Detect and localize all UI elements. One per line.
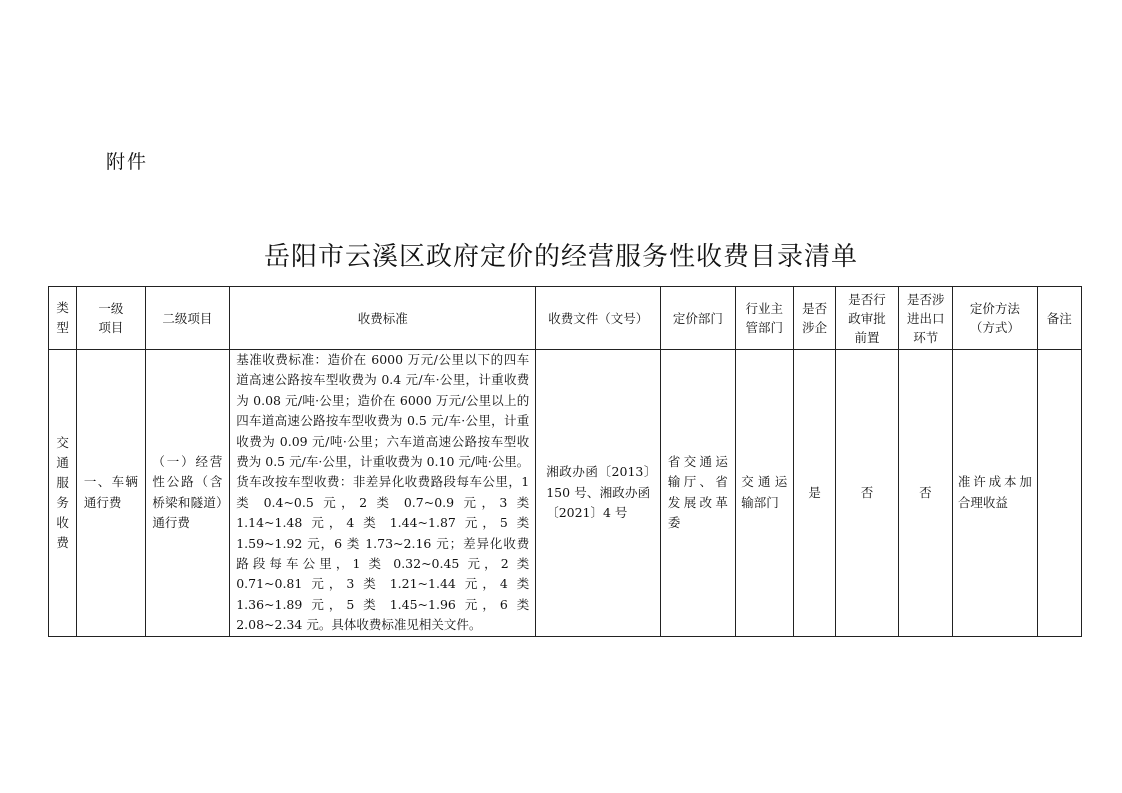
table-row: [49, 350, 1082, 637]
cell-industry-dept: 交通运输部门: [735, 350, 793, 637]
cell-category: 交通服务收费: [49, 350, 77, 637]
cell-level1: 一、车辆通行费: [77, 350, 145, 637]
attachment-label: 附件: [106, 151, 149, 173]
cell-standard: 基准收费标准：造价在 6000 万元/公里以下的四车道高速公路按车型收费为 0.4 元/车·公里，计重收费为 0.08 元/吨·公里；造价在 6000 万元/公里以上的四车道高速公路按车型收费为 0.5 元/车·公里，计重收费为 0.09 元/吨·公里；六车道高速公路按车型收费为 0.5 元/车·公里，计重收费为 0.10 元/吨·公里。货车改按车型收费：非差异化收费路段每车公里，1 类 0.4~0.5 元，2 类 0.7~0.9 元，3 类 1.14~1.48 元，4 类 1.44~1.87 元，5 类 1.59~1.92 元，6 类 1.73~2.16 元；差异化收费路段每车公里，1 类 0.32~0.45 元，2 类 0.71~0.81 元，3 类 1.21~1.44 元，4 类 1.36~1.89 元，5 类 1.45~1.96 元，6 类 2.08~2.34 元。具体收费标准见相关文件。: [230, 350, 536, 637]
header-document: 收费文件（文号）: [536, 287, 661, 350]
cell-admin-approval: 否: [836, 350, 898, 637]
header-pricing-dept: 定价部门: [661, 287, 736, 350]
cell-import-export: 否: [898, 350, 952, 637]
cell-level2: （一）经营性公路（含桥梁和隧道）通行费: [145, 350, 230, 637]
cell-pricing-dept: 省交通运输厅、省发展改革委: [661, 350, 736, 637]
table-header-row: [49, 287, 1082, 350]
header-pricing-method: 定价方法（方式）: [953, 287, 1038, 350]
header-level1: 一级项目: [77, 287, 145, 350]
header-industry-dept: 行业主管部门: [735, 287, 793, 350]
cell-remarks: [1037, 350, 1081, 637]
cell-involves-enterprise: 是: [794, 350, 836, 637]
document-title: 岳阳市云溪区政府定价的经营服务性收费目录清单: [263, 242, 858, 272]
header-import-export: 是否涉进出口环节: [898, 287, 952, 350]
header-involves-enterprise: 是否涉企: [794, 287, 836, 350]
header-standard: 收费标准: [230, 287, 536, 350]
header-category: 类型: [49, 287, 77, 350]
fee-catalog-table: [48, 286, 1082, 637]
header-level2: 二级项目: [145, 287, 230, 350]
cell-document: 湘政办函〔2013〕150 号、湘政办函〔2021〕4 号: [536, 350, 661, 637]
header-admin-approval: 是否行政审批前置: [836, 287, 898, 350]
cell-pricing-method: 准许成本加合理收益: [953, 350, 1038, 637]
header-remarks: 备注: [1037, 287, 1081, 350]
